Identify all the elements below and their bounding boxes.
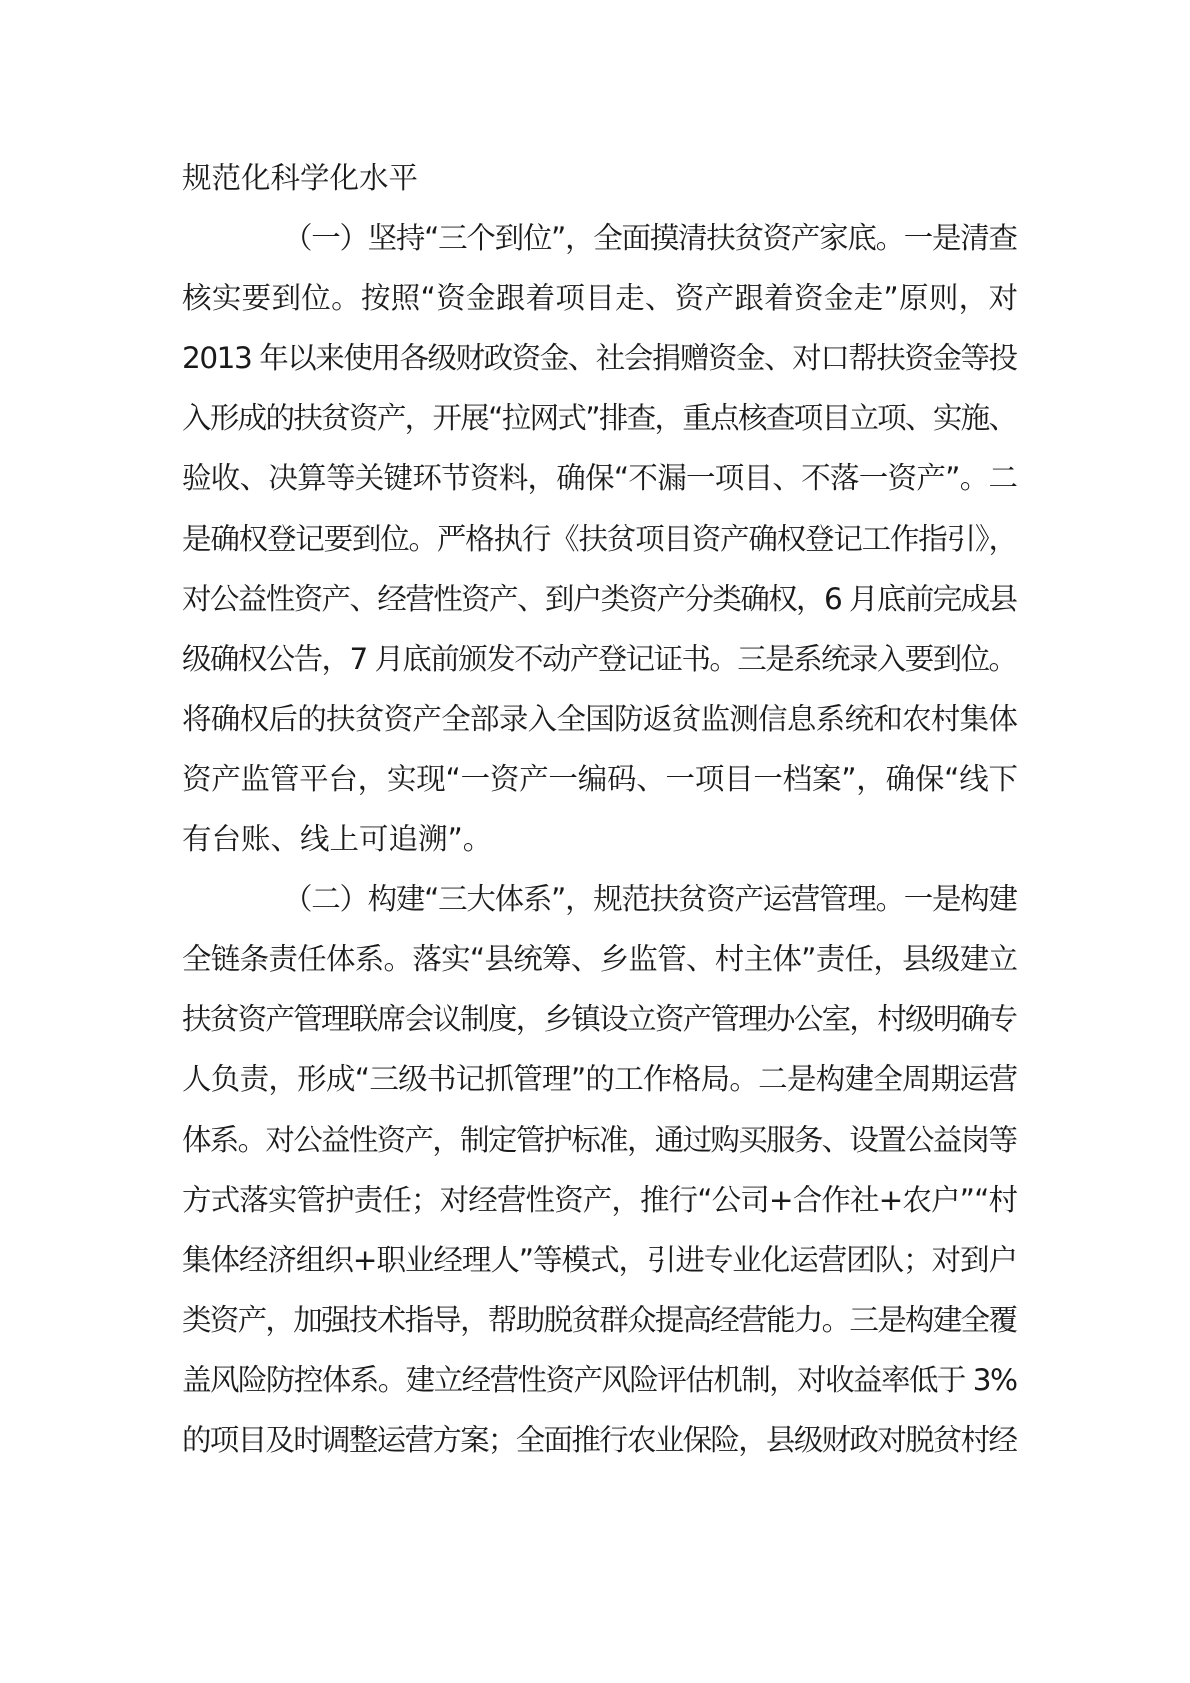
- text-line: 盖风险防控体系。建立经营性资产风险评估机制，对收益率低于 3%: [182, 1362, 1017, 1397]
- text-line: 资产监管平台，实现“一资产一编码、一项目一档案”，确保“线下: [182, 761, 1018, 796]
- document-body: [182, 148, 1018, 1470]
- text-line: 是确权登记要到位。严格执行《扶贫项目资产确权登记工作指引》，: [182, 521, 1017, 556]
- paragraph-1: [182, 208, 1018, 869]
- text-line: 的项目及时调整运营方案；全面推行农业保险，县级财政对脱贫村经: [182, 1422, 1017, 1457]
- text-line: 人负责，形成“三级书记抓管理”的工作格局。二是构建全周期运营: [182, 1062, 1018, 1097]
- text-line: 全链条责任体系。落实“县统筹、乡监管、村主体”责任，县级建立: [182, 942, 1018, 977]
- heading-fragment: 规范化科学化水平: [182, 161, 419, 195]
- text-line: 将确权后的扶贫资产全部录入全国防返贫监测信息系统和农村集体: [182, 701, 1018, 736]
- text-line: 体系。对公益性资产，制定管护标准，通过购买服务、设置公益岗等: [182, 1122, 1017, 1157]
- text-line: （一）坚持“三个到位”，全面摸清扶贫资产家底。一是清查: [283, 221, 1017, 256]
- text-line: （二）构建“三大体系”，规范扶贫资产运营管理。一是构建: [283, 882, 1017, 917]
- text-line: 入形成的扶贫资产，开展“拉网式”排查，重点核查项目立项、实施、: [182, 401, 1017, 436]
- text-line: 方式落实管护责任；对经营性资产，推行“公司+合作社+农户”“村: [182, 1182, 1018, 1217]
- text-line: 扶贫资产管理联席会议制度，乡镇设立资产管理办公室，村级明确专: [182, 1002, 1017, 1037]
- text-line: 有台账、线上可追溯”。: [182, 822, 493, 857]
- text-line: 验收、决算等关键环节资料，确保“不漏一项目、不落一资产”。二: [182, 461, 1018, 496]
- text-line: 对公益性资产、经营性资产、到户类资产分类确权，6 月底前完成县: [182, 581, 1017, 616]
- text-line: 集体经济组织+职业经理人”等模式，引进专业化运营团队；对到户: [182, 1242, 1017, 1277]
- text-line: 2013 年以来使用各级财政资金、社会捐赠资金、对口帮扶资金等投: [182, 341, 1017, 376]
- text-line: 类资产，加强技术指导，帮助脱贫群众提高经营能力。三是构建全覆: [182, 1302, 1017, 1337]
- text-line: 核实要到位。按照“资金跟着项目走、资产跟着资金走”原则，对: [182, 281, 1019, 316]
- paragraph-2: [182, 869, 1018, 1470]
- text-line: 级确权公告，7 月底前颁发不动产登记证书。三是系统录入要到位。: [182, 641, 1017, 676]
